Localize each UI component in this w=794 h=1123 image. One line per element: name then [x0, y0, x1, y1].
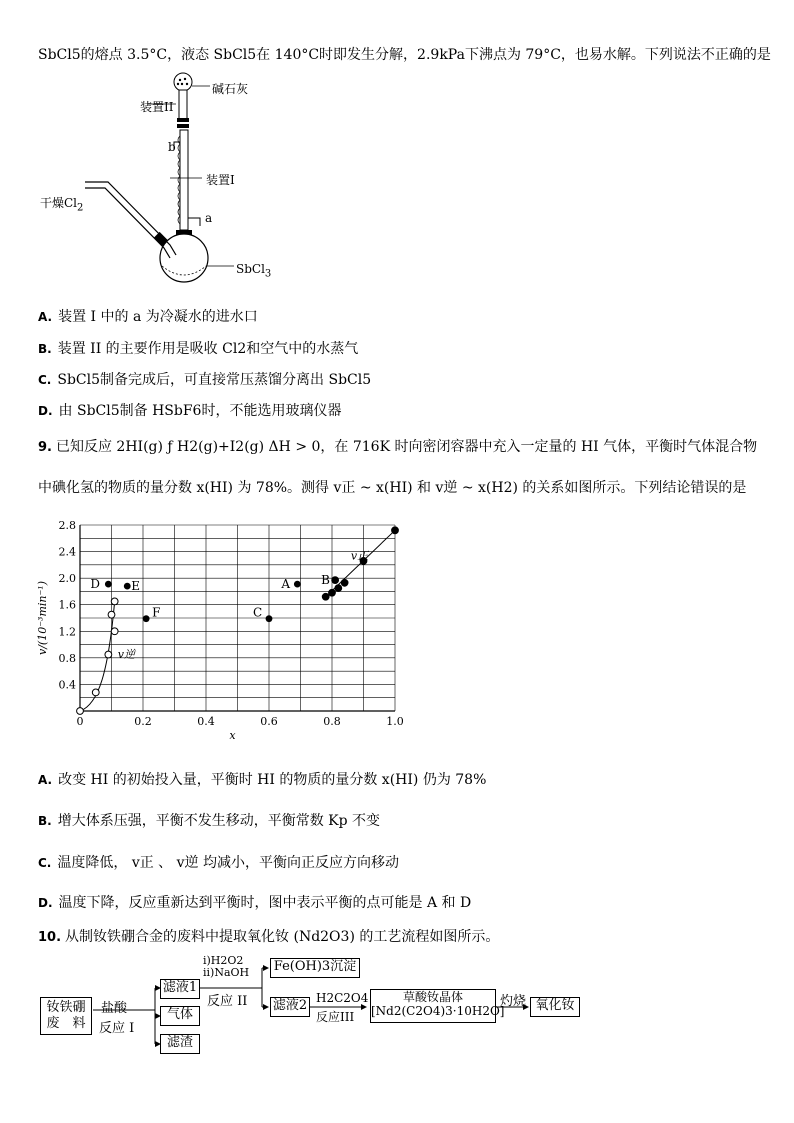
x-tick-label: 0.8 [323, 715, 341, 728]
flow-product: 氧化钕 [530, 997, 580, 1017]
labeled-point-e [124, 583, 131, 590]
data-point-v-reverse [92, 689, 99, 696]
y-tick-label: 0.4 [58, 678, 76, 692]
data-point-v-reverse [105, 651, 112, 658]
q8-option-a: A. 装置 I 中的 a 为冷凝水的进水口 [38, 309, 258, 325]
q8-option-d: D. 由 SbCl5制备 HSbF6时，不能选用玻璃仪器 [38, 403, 342, 419]
flow-step2-label: 反应 II [207, 994, 248, 1009]
y-tick-label: 2.0 [58, 572, 76, 586]
q8-option-b: B. 装置 II 的主要作用是吸收 Cl2和空气中的水蒸气 [38, 341, 359, 357]
labeled-point-c [266, 615, 273, 622]
q9-option-c: C. 温度降低， v正 、 v逆 均减小，平衡向正反应方向移动 [38, 855, 399, 871]
flow-gas: 气体 [160, 1006, 200, 1026]
y-tick-label: 2.4 [58, 545, 76, 559]
data-point-v-forward [341, 579, 348, 586]
x-tick-label: 1.0 [386, 715, 404, 728]
rate-chart [30, 515, 420, 750]
flow-filtrate1: 滤液1 [160, 979, 200, 999]
y-tick-label: 2.8 [58, 519, 76, 532]
flow-filtrate2: 滤液2 [270, 997, 310, 1017]
flow-step1-label: 反应 I [99, 1021, 135, 1036]
data-point-v-forward [322, 593, 329, 600]
flow-residue: 滤渣 [160, 1034, 200, 1054]
y-tick-label: 0.8 [58, 651, 76, 665]
point-label-d: D [90, 577, 100, 592]
series-label-v-forward: v正 [350, 549, 369, 563]
point-label-f: F [152, 605, 161, 620]
flow-crystal: 草酸钕晶体 [Nd2(C2O4)3·10H2O] [370, 989, 496, 1023]
y-tick-label: 1.6 [58, 598, 76, 612]
q8-option-c: C. SbCl5制备完成后，可直接常压蒸馏分离出 SbCl5 [38, 372, 372, 388]
label-sbcl3: SbCl$_3$ [236, 262, 272, 280]
flow-step1-reagent: 盐酸 [101, 1001, 128, 1016]
data-point-v-forward [329, 589, 336, 596]
y-tick-label: 1.2 [58, 625, 76, 639]
flow-step3-label: 反应III [316, 1010, 355, 1024]
x-tick-label: 0.6 [260, 715, 278, 728]
label-soda-lime: 碱石灰 [212, 82, 249, 96]
x-tick-label: 0 [76, 715, 84, 728]
q9-line2: 中碘化氢的物质的量分数 x(HI) 为 78%。测得 v正 ~ x(HI) 和 v逆 ~ x(H2) 的关系如图所示。下列结论错误的是 [38, 480, 747, 496]
intro-line: SbCl5的熔点 3.5°C，液态 SbCl5在 140°C时即发生分解，2.9kPa下沸点为 79°C，也易水解。下列说法不正确的是 [38, 47, 771, 63]
q9-option-d: D. 温度下降，反应重新达到平衡时，图中表示平衡的点可能是 A 和 D [38, 895, 472, 911]
label-a: a [205, 211, 213, 225]
flow-step3-reagent: H2C2O4 [316, 991, 369, 1005]
point-label-e: E [131, 579, 141, 594]
x-axis-label: x [229, 729, 236, 742]
labeled-point-f [143, 615, 150, 622]
flow-step4-label: 灼烧 [500, 994, 527, 1009]
q9-option-a: A. 改变 HI 的初始投入量，平衡时 HI 的物质的量分数 x(HI) 仍为 78% [38, 772, 487, 788]
labeled-point-a [294, 581, 301, 588]
y-axis-label: v/(10⁻³min⁻¹) [36, 581, 49, 655]
label-b: b [168, 140, 176, 154]
series-label-v-reverse: v逆 [117, 647, 136, 661]
q9-option-b: B. 增大体系压强，平衡不发生移动，平衡常数 Kp 不变 [38, 813, 381, 829]
q10-text: 10. 从制钕铁硼合金的废料中提取氧化钕 (Nd2O3) 的工艺流程如图所示。 [38, 929, 500, 945]
data-point-v-forward [392, 527, 399, 534]
flow-step2-reagents: i)H2O2 ii)NaOH [203, 954, 250, 979]
data-point-v-reverse [77, 708, 84, 715]
data-point-v-reverse [111, 598, 118, 605]
label-dry-cl2: 干燥$Cl_2$ [40, 196, 84, 214]
point-label-a: A [281, 577, 291, 592]
x-tick-label: 0.4 [197, 715, 215, 728]
data-point-v-forward [335, 585, 342, 592]
x-tick-label: 0.2 [134, 715, 152, 728]
data-point-v-reverse [108, 611, 115, 618]
label-device2: 装置II [140, 100, 174, 114]
point-label-b: B [321, 573, 330, 588]
labeled-point-d [105, 581, 112, 588]
label-device1: 装置I [206, 173, 235, 187]
flow-fe-precipitate: Fe(OH)3沉淀 [270, 958, 360, 978]
data-point-v-forward [332, 577, 339, 584]
data-point-v-reverse [111, 628, 118, 635]
point-label-c: C [253, 605, 263, 620]
flow-raw-material: 钕铁硼 废 料 [40, 997, 92, 1035]
q9-line1: 9. 已知反应 2HI(g) ƒ H2(g)+I2(g) ΔH > 0，在 716K 时向密闭容器中充入一定量的 HI 气体，平衡时气体混合物 [38, 439, 758, 455]
